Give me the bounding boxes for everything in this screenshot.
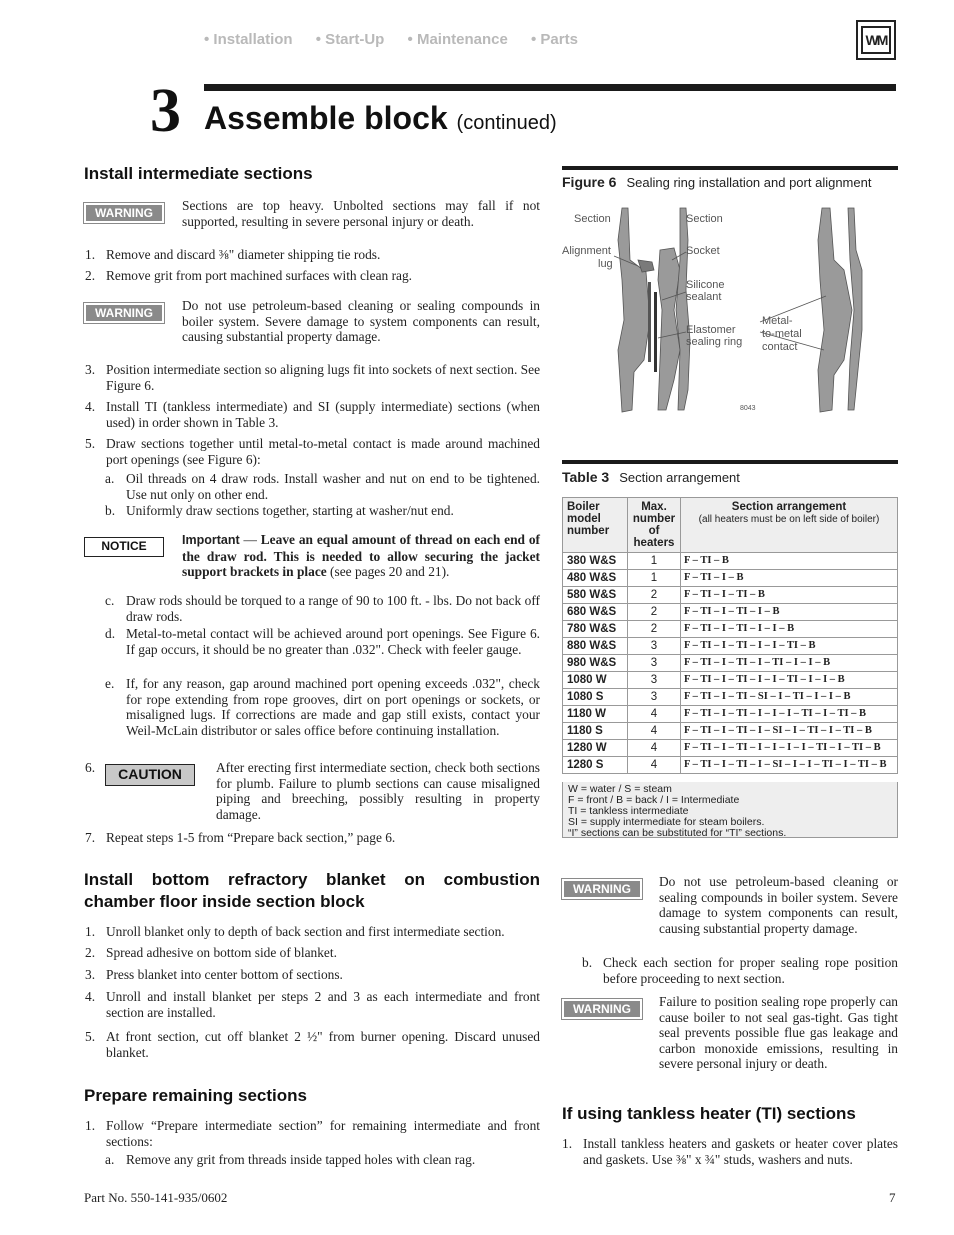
cell-model: 1080 S (563, 689, 628, 706)
table-legend: W = water / S = steam F = front / B = back / I = Intermediate TI = tankless intermediate SI = supply intermediate for steam boilers. “I” sections can be substituted for “TI” sections. (562, 782, 898, 838)
table-row (563, 621, 898, 638)
list-item: 3. Position intermediate section so aligning lugs fit into sockets of next section. See Figure 6. (85, 362, 541, 393)
chapter-number: 3 (150, 77, 181, 145)
table-row (563, 723, 898, 740)
table-rule (562, 460, 898, 464)
cell-model: 1180 W (563, 706, 628, 723)
warning-badge: WARNING (84, 203, 164, 223)
table-row (563, 570, 898, 587)
title-main: Assemble block (204, 100, 448, 136)
cell-arrangement: F – TI – B (681, 553, 898, 570)
heading-prepare-remaining: Prepare remaining sections (84, 1086, 307, 1105)
cell-arrangement: F – TI – I – TI – I – I – TI – I – I – B (681, 672, 898, 689)
title-subtitle: (continued) (456, 112, 557, 134)
nav-startup[interactable]: • Start-Up (315, 31, 385, 48)
cell-arrangement: F – TI – I – TI – SI – I – TI – I – I – B (681, 689, 898, 706)
warning-text-sealing-rope: Failure to position sealing rope properly can cause boiler to not seal gas-tight. Gas tight seal prevents possible flue gas leakage and carbon monoxide emissions, resulting in severe personal injury or death. (659, 994, 898, 1071)
cell-max-heaters: 4 (628, 740, 681, 757)
table-row (563, 740, 898, 757)
cell-model: 480 W&S (563, 570, 628, 587)
cell-max-heaters: 3 (628, 672, 681, 689)
cell-max-heaters: 4 (628, 723, 681, 740)
page-number: 7 (889, 1190, 896, 1205)
page-title (204, 100, 557, 137)
cell-max-heaters: 4 (628, 757, 681, 774)
warning-text-top-heavy: Sections are top heavy. Unbolted sections may fall if not supported, resulting in severe personal injury or death. (182, 198, 540, 229)
cell-max-heaters: 2 (628, 587, 681, 604)
list-item: c. Draw rods should be torqued to a range of 90 to 100 ft. - lbs. Do not back off draw rods. (105, 593, 540, 624)
label-figure-code: 8043 (740, 405, 756, 412)
cell-arrangement: F – TI – I – B (681, 570, 898, 587)
cell-max-heaters: 2 (628, 604, 681, 621)
list-item: 1. Unroll blanket only to depth of back section and first intermediate section. (85, 924, 505, 939)
heading-tankless-heater: If using tankless heater (TI) sections (562, 1104, 856, 1123)
table-row (563, 689, 898, 706)
label-metal: Metal- (762, 315, 793, 327)
caution-text: After erecting first intermediate section, check both sections for plumb. Failure to plumb sections can cause misaligned piping and breeching, possibly resulting in property damage. (216, 760, 540, 822)
cell-max-heaters: 3 (628, 638, 681, 655)
col-boiler-model: Boiler model number (563, 498, 628, 553)
label-contact: contact (762, 341, 798, 353)
cell-model: 780 W&S (563, 621, 628, 638)
cell-model: 1180 S (563, 723, 628, 740)
cell-model: 1280 W (563, 740, 628, 757)
weil-mclain-logo (856, 20, 896, 60)
nav-maintenance[interactable]: • Maintenance (407, 31, 508, 48)
cell-max-heaters: 4 (628, 706, 681, 723)
figure-rule (562, 166, 898, 170)
label-alignment: Alignment (562, 245, 611, 257)
cell-arrangement: F – TI – I – TI – B (681, 587, 898, 604)
warning-badge: WARNING (562, 879, 642, 899)
heading-install-intermediate: Install intermediate sections (84, 164, 313, 183)
cell-model: 380 W&S (563, 553, 628, 570)
list-item: e. If, for any reason, gap around machined port opening exceeds .032", check for rope extending from rope grooves, dirt on port openings or sockets, or misaligned lugs. If corrections are made and gap still exists, contact your Weil-McLain distributor or sales office before continuing installation. (105, 676, 540, 738)
list-item: 1. Remove and discard ⅜" diameter shipping tie rods. (85, 247, 381, 262)
warning-text-petroleum-right: Do not use petroleum-based cleaning or sealing compounds in boiler system. Severe damage to system components can result, causing substantial property damage. (659, 874, 898, 936)
notice-text: Important — Leave an equal amount of thread on each end of the draw rod. This is needed to allow securing the jacket support brackets in place (see pages 20 and 21). (182, 532, 540, 579)
cell-max-heaters: 3 (628, 655, 681, 672)
label-sealant: sealant (686, 291, 722, 303)
cell-arrangement: F – TI – I – TI – I – I – TI – B (681, 638, 898, 655)
list-item: 5. Draw sections together until metal-to-metal contact is made around machined port openings (see Figure 6): (85, 436, 540, 467)
col-max-heaters: Max. number of heaters (628, 498, 681, 553)
table-row (563, 604, 898, 621)
table-row (563, 553, 898, 570)
heading-refractory-blanket: Install bottom refractory blanket on combustion chamber floor inside section block (84, 870, 540, 911)
cell-model: 980 W&S (563, 655, 628, 672)
cell-max-heaters: 1 (628, 553, 681, 570)
list-item: b. Check each section for proper sealing rope position before proceeding to next section. (582, 955, 898, 986)
label-section-left: Section (574, 213, 611, 225)
list-item: 3. Press blanket into center bottom of sections. (85, 967, 343, 982)
cell-model: 580 W&S (563, 587, 628, 604)
list-item: 5. At front section, cut off blanket 2 ½" from burner opening. Discard unused blanket. (85, 1029, 540, 1060)
warning-badge: WARNING (562, 999, 642, 1019)
part-number: Part No. 550-141-935/0602 (84, 1190, 228, 1205)
cell-max-heaters: 3 (628, 689, 681, 706)
list-item: 4. Install TI (tankless intermediate) and SI (supply intermediate) sections (when used) in order shown in Table 3. (85, 399, 540, 430)
nav-installation[interactable]: • Installation (204, 31, 293, 48)
list-item: a. Oil threads on 4 draw rods. Install washer and nut on end to be tightened. Use nut only on other end. (105, 471, 540, 502)
table-row (563, 587, 898, 604)
cell-arrangement: F – TI – I – TI – I – TI – I – I – B (681, 655, 898, 672)
warning-text-petroleum: Do not use petroleum-based cleaning or sealing compounds in boiler system. Severe damage to system components can result, causing substantial property damage. (182, 298, 540, 344)
list-item: 7. Repeat steps 1-5 from “Prepare back section,” page 6. (85, 830, 396, 845)
figure-caption: Figure 6 Sealing ring installation and port alignment (562, 174, 872, 190)
list-item: 2. Remove grit from port machined surfaces with clean rag. (85, 268, 413, 283)
notice-badge: NOTICE (84, 537, 164, 557)
section-nav (204, 31, 597, 48)
label-to-metal: to-metal (762, 328, 802, 340)
cell-max-heaters: 2 (628, 621, 681, 638)
table-row (563, 706, 898, 723)
cell-model: 1080 W (563, 672, 628, 689)
label-elastomer: Elastomer (686, 324, 736, 336)
label-lug: lug (598, 258, 613, 270)
cell-arrangement: F – TI – I – TI – I – SI – I – TI – I – TI – B (681, 723, 898, 740)
list-item: d. Metal-to-metal contact will be achieved around port openings. See Figure 6. If gap occurs, it should be no greater than .032". Check with feeler gauge. (105, 626, 540, 657)
list-item: 2. Spread adhesive on bottom side of blanket. (85, 945, 337, 960)
cell-max-heaters: 1 (628, 570, 681, 587)
list-item: 4. Unroll and install blanket per steps 2 and 3 as each intermediate and front section are installed. (85, 989, 540, 1020)
table-row (563, 672, 898, 689)
caution-badge: CAUTION (105, 764, 195, 786)
warning-badge: WARNING (84, 303, 164, 323)
cell-model: 1280 S (563, 757, 628, 774)
cell-arrangement: F – TI – I – TI – I – I – I – I – TI – I – TI – B (681, 740, 898, 757)
logo-text: WM (861, 26, 891, 54)
cell-arrangement: F – TI – I – TI – I – SI – I – I – TI – I – TI – B (681, 757, 898, 774)
label-silicone: Silicone (686, 279, 725, 291)
list-item: a. Remove any grit from threads inside tapped holes with clean rag. (105, 1152, 476, 1167)
section-arrangement-table (562, 497, 898, 774)
cell-model: 680 W&S (563, 604, 628, 621)
header-rule (204, 84, 896, 91)
list-item: 1. Follow “Prepare intermediate section” for remaining intermediate and front sections: (85, 1118, 540, 1149)
col-section-arrangement: Section arrangement (all heaters must be on left side of boiler) (681, 498, 898, 553)
cell-model: 880 W&S (563, 638, 628, 655)
list-item: b. Uniformly draw sections together, starting at washer/nut end. (105, 503, 454, 518)
label-socket: Socket (686, 245, 720, 257)
label-sealing-ring: sealing ring (686, 336, 743, 348)
cell-arrangement: F – TI – I – TI – I – I – B (681, 621, 898, 638)
table-row (563, 638, 898, 655)
table-row (563, 655, 898, 672)
cell-arrangement: F – TI – I – TI – I – B (681, 604, 898, 621)
table-caption: Table 3 Section arrangement (562, 469, 740, 485)
list-item: 1. Install tankless heaters and gaskets or heater cover plates and gaskets. Use ⅜" x ¾" studs, washers and nuts. (562, 1136, 898, 1167)
label-section-right: Section (686, 213, 723, 225)
nav-parts[interactable]: • Parts (530, 31, 578, 48)
sealing-ring-diagram (562, 200, 898, 420)
cell-arrangement: F – TI – I – TI – I – I – I – TI – I – TI – B (681, 706, 898, 723)
table-row (563, 757, 898, 774)
